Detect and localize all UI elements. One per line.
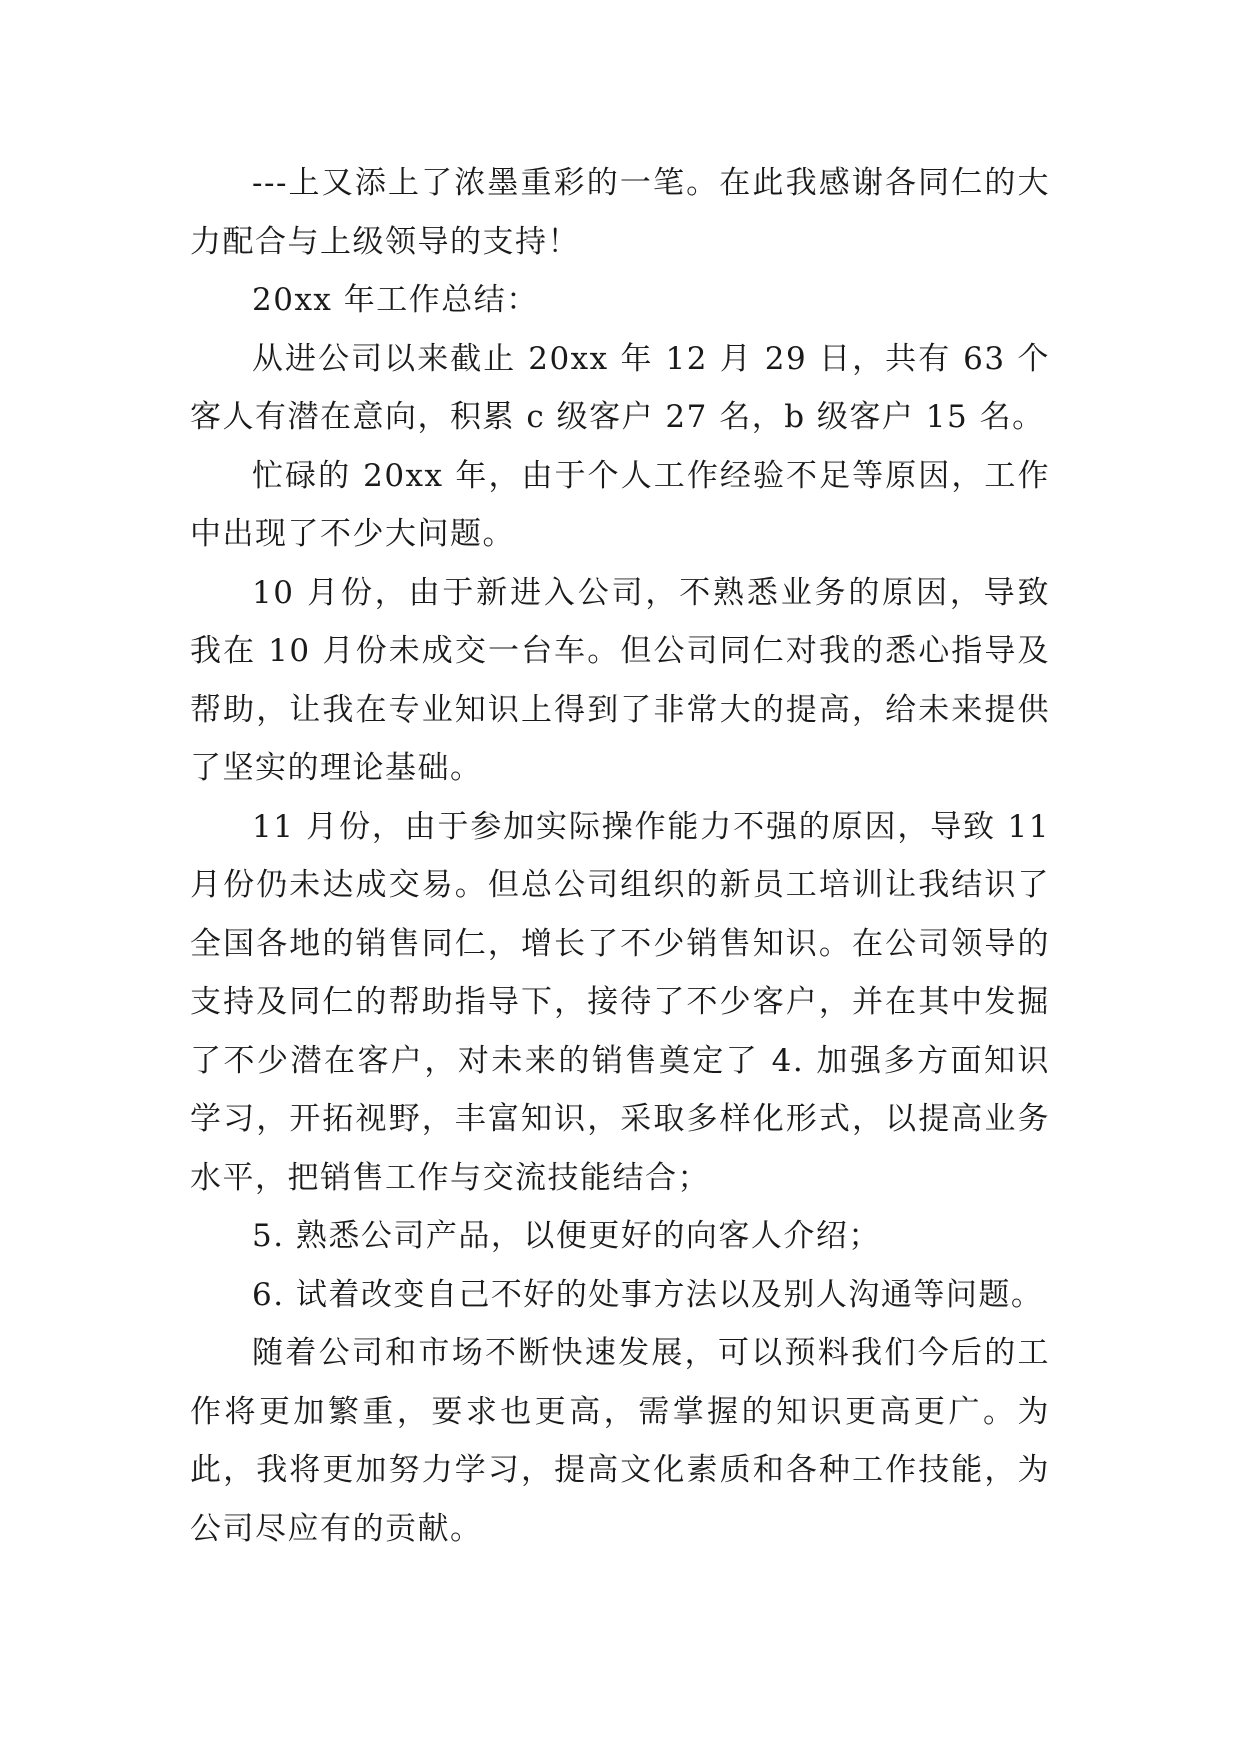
paragraph-item-6: 6. 试着改变自己不好的处事方法以及别人沟通等问题。 [252,1276,1044,1313]
paragraph-october: 10 月份，由于新进入公司，不熟悉业务的原因，导致我在 10 月份未成交一台车。但公司同仁对我的悉心指导及帮助，让我在专业知识上得到了非常大的提高，给未来提供了坚实的理论基础。 [190,574,1050,786]
paragraph-closing-thanks: ---上又添上了浓墨重彩的一笔。在此我感谢各同仁的大力配合与上级领导的支持！ [190,165,1050,260]
paragraph-summary-heading: 20xx 年工作总结： [252,282,539,318]
paragraph-outlook: 随着公司和市场不断快速发展，可以预料我们今后的工作将更加繁重，要求也更高，需掌握的知识更高更广。为此，我将更加努力学习，提高文化素质和各种工作技能，为公司尽应有的贡献。 [190,1335,1050,1547]
paragraph-november: 11 月份，由于参加实际操作能力不强的原因，导致 11 月份仍未达成交易。但总公司组织的新员工培训让我结识了全国各地的销售同仁，增长了不少销售知识。在公司领导的支持及同仁的帮助指导下，接待了不少客户，并在其中发掘了不少潜在客户，对未来的销售奠定了 4. 加强多方面知识学习，开拓视野，丰富知识，采取多样化形式，以提高业务水平，把销售工作与交流技能结合； [190,808,1050,1196]
document-page [190,154,1050,1558]
paragraph-problems-intro: 忙碌的 20xx 年，由于个人工作经验不足等原因，工作中出现了不少大问题。 [190,457,1050,552]
paragraph-item-5: 5. 熟悉公司产品，以便更好的向客人介绍； [252,1218,881,1254]
paragraph-client-stats: 从进公司以来截止 20xx 年 12 月 29 日，共有 63 个客人有潜在意向，积累 c 级客户 27 名，b 级客户 15 名。 [190,340,1050,435]
